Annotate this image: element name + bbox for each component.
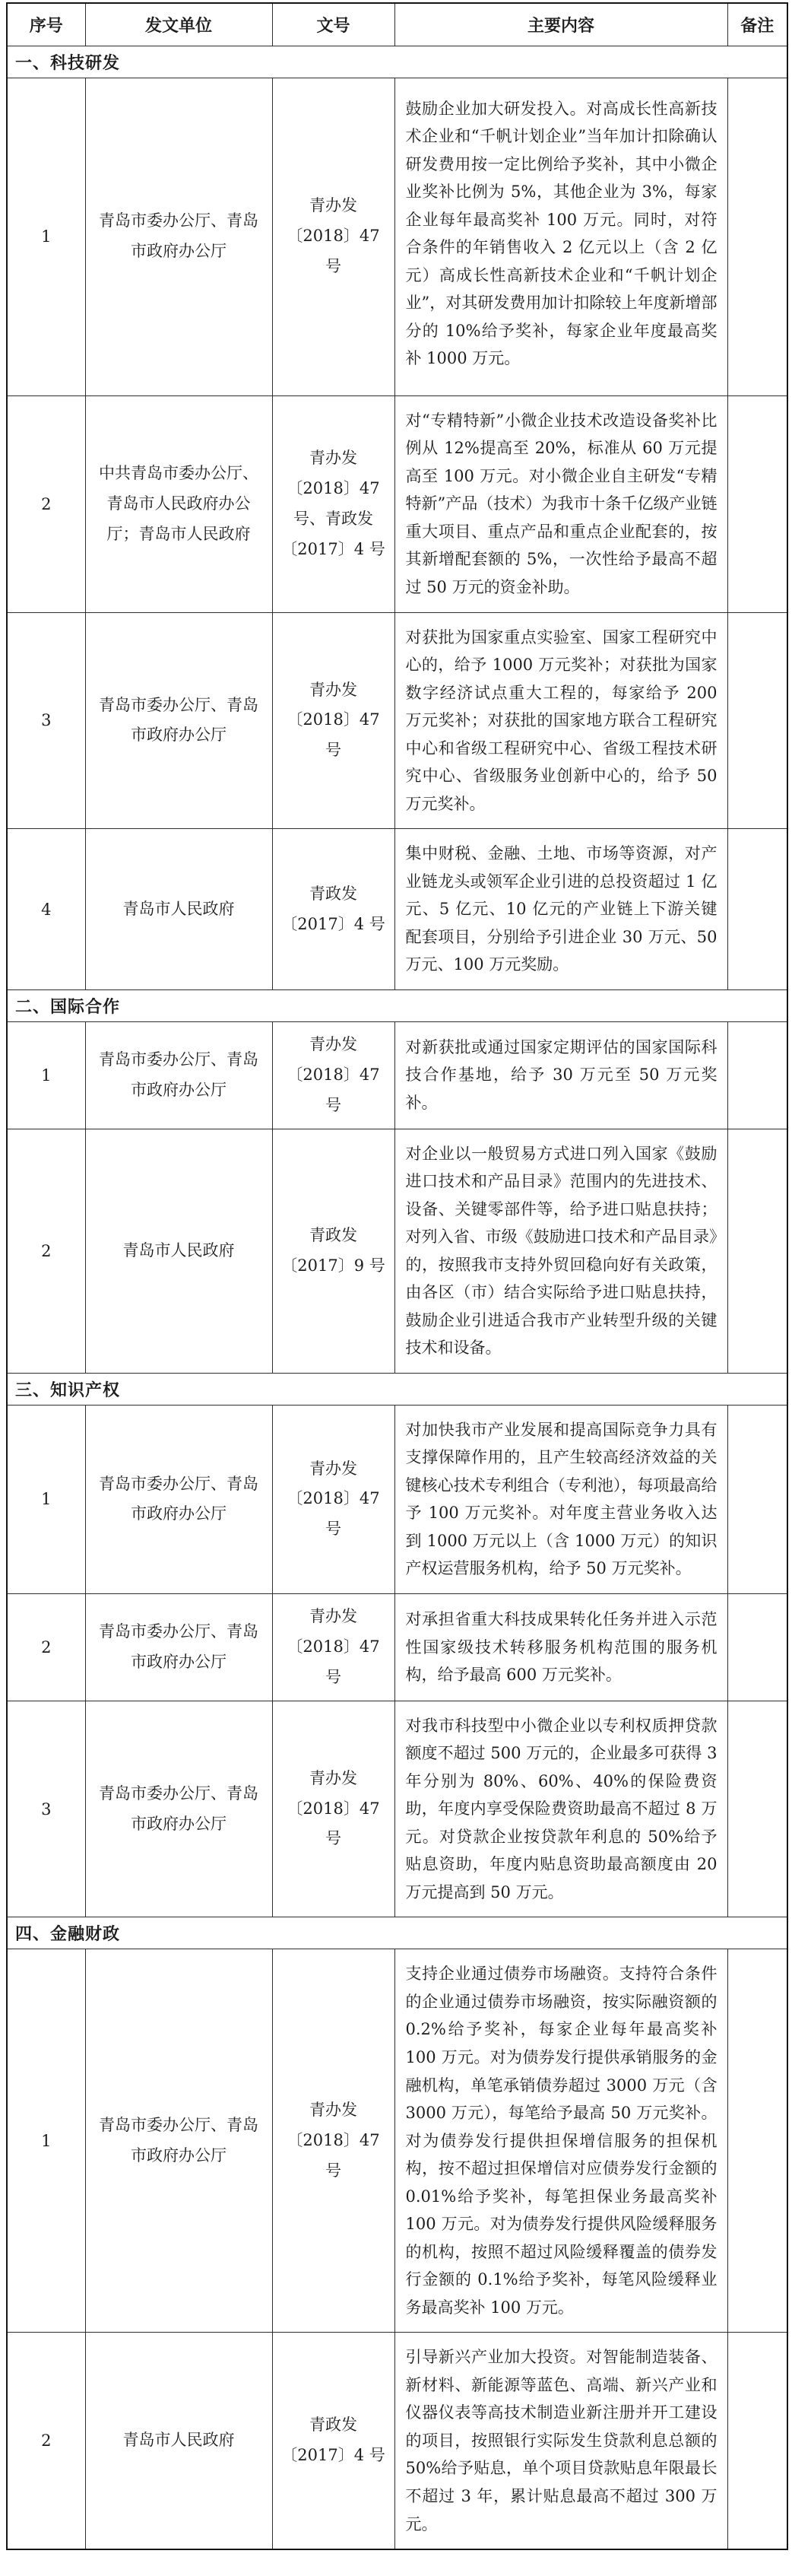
- cell-serial: 4: [7, 829, 85, 990]
- section-title: 二、国际合作: [7, 989, 787, 1021]
- cell-serial: 1: [7, 1021, 85, 1129]
- table-row: [7, 78, 787, 395]
- cell-note: [727, 78, 787, 395]
- cell-issuing-unit: 青岛市人民政府: [85, 1129, 272, 1373]
- section-title: 四、金融财政: [7, 1917, 787, 1949]
- section-row: [7, 1373, 787, 1405]
- cell-serial: 2: [7, 395, 85, 612]
- cell-issuing-unit: 青岛市委办公厅、青岛市政府办公厅: [85, 78, 272, 395]
- column-header-issuing-unit: 发文单位: [85, 3, 272, 46]
- cell-note: [727, 2333, 787, 2549]
- cell-issuing-unit: 青岛市委办公厅、青岛市政府办公厅: [85, 612, 272, 829]
- cell-serial: 1: [7, 1405, 85, 1593]
- cell-main-content: 对新获批或通过国家定期评估的国家国际科技合作基地，给予 30 万元至 50 万元奖补。: [394, 1021, 727, 1129]
- table-row: [7, 395, 787, 612]
- cell-issuing-unit: 青岛市人民政府: [85, 2333, 272, 2549]
- cell-note: [727, 1594, 787, 1701]
- table-row: [7, 1405, 787, 1593]
- cell-serial: 3: [7, 1701, 85, 1917]
- cell-main-content: 引导新兴产业加大投资。对智能制造装备、新材料、新能源等蓝色、高端、新兴产业和仪器仪表等高技术制造业新注册并开工建设的项目，按照银行实际发生贷款利息总额的 50%给予贴息，单个项目贷款贴息年限最长不超过 3 年，累计贴息最高不超过 300 万元。: [394, 2333, 727, 2549]
- table-row: [7, 612, 787, 829]
- cell-doc-number: 青办发〔2018〕47 号: [272, 1949, 394, 2333]
- cell-doc-number: 青办发〔2018〕47 号: [272, 1405, 394, 1593]
- table-row: [7, 829, 787, 990]
- cell-note: [727, 1129, 787, 1373]
- cell-doc-number: 青办发〔2018〕47 号: [272, 1701, 394, 1917]
- cell-note: [727, 612, 787, 829]
- cell-doc-number: 青政发〔2017〕4 号: [272, 2333, 394, 2549]
- cell-serial: 2: [7, 1594, 85, 1701]
- column-header-main-content: 主要内容: [394, 3, 727, 46]
- cell-doc-number: 青办发〔2018〕47 号: [272, 78, 394, 395]
- cell-doc-number: 青办发〔2018〕47 号: [272, 1594, 394, 1701]
- cell-issuing-unit: 青岛市委办公厅、青岛市政府办公厅: [85, 1701, 272, 1917]
- cell-issuing-unit: 青岛市委办公厅、青岛市政府办公厅: [85, 1594, 272, 1701]
- policy-table: [6, 2, 788, 2550]
- cell-issuing-unit: 青岛市委办公厅、青岛市政府办公厅: [85, 1021, 272, 1129]
- cell-main-content: 鼓励企业加大研发投入。对高成长性高新技术企业和“千帆计划企业”当年加计扣除确认研发费用按一定比例给予奖补，其中小微企业奖补比例为 5%，其他企业为 3%，每家企业每年最高奖补 100 万元。同时，对符合条件的年销售收入 2 亿元以上（含 2 亿元）高成长性高新技术企业和“千帆计划企业”，对其研发费用加计扣除较上年度新增部分的 10%给予奖补，每家企业年度最高奖补 1000 万元。: [394, 78, 727, 395]
- cell-main-content: 对企业以一般贸易方式进口列入国家《鼓励进口技术和产品目录》范围内的先进技术、设备、关键零部件等，给予进口贴息扶持；对列入省、市级《鼓励进口技术和产品目录》的，按照我市支持外贸回稳向好有关政策，由各区（市）结合实际给予进口贴息扶持，鼓励企业引进适合我市产业转型升级的关键技术和设备。: [394, 1129, 727, 1373]
- cell-doc-number: 青政发〔2017〕4 号: [272, 829, 394, 990]
- table-row: [7, 2333, 787, 2549]
- table-row: [7, 1949, 787, 2333]
- table-header: [7, 3, 787, 46]
- cell-issuing-unit: 中共青岛市委办公厅、青岛市人民政府办公厅；青岛市人民政府: [85, 395, 272, 612]
- table-row: [7, 1129, 787, 1373]
- cell-note: [727, 1405, 787, 1593]
- cell-main-content: 对“专精特新”小微企业技术改造设备奖补比例从 12%提高至 20%，标准从 60 万元提高至 100 万元。对小微企业自主研发“专精特新”产品（技术）为我市十条千亿级产业链重大项目、重点产品和重点企业配套的，按其新增配套额的 5%，一次性给予最高不超过 50 万元的资金补助。: [394, 395, 727, 612]
- cell-serial: 2: [7, 1129, 85, 1373]
- cell-note: [727, 395, 787, 612]
- column-header-doc-number: 文号: [272, 3, 394, 46]
- cell-note: [727, 829, 787, 990]
- column-header-serial: 序号: [7, 3, 85, 46]
- cell-doc-number: 青办发〔2018〕47 号、青政发〔2017〕4 号: [272, 395, 394, 612]
- section-title: 一、科技研发: [7, 46, 787, 78]
- table-row: [7, 1021, 787, 1129]
- cell-issuing-unit: 青岛市委办公厅、青岛市政府办公厅: [85, 1405, 272, 1593]
- cell-issuing-unit: 青岛市委办公厅、青岛市政府办公厅: [85, 1949, 272, 2333]
- section-row: [7, 989, 787, 1021]
- cell-main-content: 对加快我市产业发展和提高国际竞争力具有支撑保障作用的，且产生较高经济效益的关键核心技术专利组合（专利池），每项最高给予 100 万元奖补。对年度主营业务收入达到 1000 万元以上（含 1000 万元）的知识产权运营服务机构，给予 50 万元奖补。: [394, 1405, 727, 1593]
- cell-main-content: 集中财税、金融、土地、市场等资源，对产业链龙头或领军企业引进的总投资超过 1 亿元、5 亿元、10 亿元的产业链上下游关键配套项目，分别给予引进企业 30 万元、50 万元、100 万元奖励。: [394, 829, 727, 990]
- cell-main-content: 对承担省重大科技成果转化任务并进入示范性国家级技术转移服务机构范围的服务机构，给予最高 600 万元奖补。: [394, 1594, 727, 1701]
- cell-doc-number: 青政发〔2017〕9 号: [272, 1129, 394, 1373]
- section-row: [7, 46, 787, 78]
- cell-serial: 1: [7, 78, 85, 395]
- cell-note: [727, 1949, 787, 2333]
- section-title: 三、知识产权: [7, 1373, 787, 1405]
- policy-table-body: [7, 46, 787, 2549]
- cell-note: [727, 1021, 787, 1129]
- cell-doc-number: 青办发〔2018〕47 号: [272, 612, 394, 829]
- cell-serial: 1: [7, 1949, 85, 2333]
- cell-main-content: 对我市科技型中小微企业以专利权质押贷款额度不超过 500 万元的，企业最多可获得 3 年分别为 80%、60%、40%的保险费资助，年度内享受保险费资助最高不超过 8 万元。对贷款企业按贷款年利息的 50%给予贴息资助，年度内贴息资助最高额度由 20 万元提高到 50 万元。: [394, 1701, 727, 1917]
- cell-main-content: 支持企业通过债券市场融资。支持符合条件的企业通过债券市场融资，按实际融资额的 0.2%给予奖补，每家企业每年最高奖补 100 万元。对为债券发行提供承销服务的金融机构，单笔承销债券超过 3000 万元（含 3000 万元），每笔给予最高 50 万元奖补。对为债券发行提供担保增信服务的担保机构，按不超过担保增信对应债券发行金额的 0.01%给予奖补，每笔担保业务最高奖补 100 万元。对为债券发行提供风险缓释服务的机构，按照不超过风险缓释覆盖的债券发行金额的 0.1%给予奖补，每笔风险缓释业务最高奖补 100 万元。: [394, 1949, 727, 2333]
- table-row: [7, 1594, 787, 1701]
- cell-serial: 2: [7, 2333, 85, 2549]
- table-row: [7, 1701, 787, 1917]
- header-row: [7, 3, 787, 46]
- cell-doc-number: 青办发〔2018〕47 号: [272, 1021, 394, 1129]
- section-row: [7, 1917, 787, 1949]
- cell-serial: 3: [7, 612, 85, 829]
- column-header-note: 备注: [727, 3, 787, 46]
- cell-note: [727, 1701, 787, 1917]
- cell-issuing-unit: 青岛市人民政府: [85, 829, 272, 990]
- cell-main-content: 对获批为国家重点实验室、国家工程研究中心的，给予 1000 万元奖补；对获批为国家数字经济试点重大工程的，每家给予 200 万元奖补；对获批的国家地方联合工程研究中心和省级工程研究中心、省级工程技术研究中心、省级服务业创新中心的，给予 50 万元奖补。: [394, 612, 727, 829]
